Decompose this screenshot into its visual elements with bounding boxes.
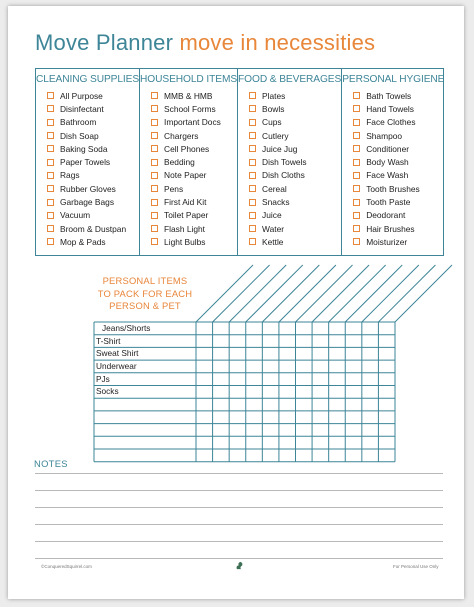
- checklist-item-label: Cutlery: [262, 130, 289, 141]
- packing-row-label: Socks: [96, 386, 119, 397]
- checklist-item-label: Vacuum: [60, 210, 91, 221]
- packing-title-line: PERSONAL ITEMS: [102, 275, 188, 286]
- checklist-item-label: School Forms: [164, 103, 216, 114]
- checklist-item-label: Dish Towels: [262, 157, 307, 168]
- grid-header-slant-line: [262, 265, 319, 322]
- squirrel-icon: [235, 561, 244, 570]
- notes-line[interactable]: [35, 558, 443, 559]
- footer-usage-note: For Personal Use Only: [393, 564, 439, 569]
- checklist-item-label: Rubber Gloves: [60, 183, 116, 194]
- checklist-item-label: Water: [262, 223, 285, 234]
- checklist-item-label: Baking Soda: [60, 143, 108, 154]
- checklist-item-label: Flash Light: [164, 223, 206, 234]
- checklist-column-heading: CLEANING SUPPLIES: [36, 74, 140, 85]
- checklist-item-label: Dish Cloths: [262, 170, 305, 181]
- packing-row-labels: [94, 322, 196, 462]
- checklist-item-label: Toilet Paper: [164, 210, 209, 221]
- grid-header-slant-line: [312, 265, 369, 322]
- checklist-item-label: Hand Towels: [366, 103, 414, 114]
- checklist-item-label: Cell Phones: [164, 143, 210, 154]
- title-sub: move in necessities: [179, 30, 376, 55]
- checklist-item-label: Cereal: [262, 183, 287, 194]
- checklist-item-label: Bathroom: [60, 117, 97, 128]
- checklist-item-label: All Purpose: [60, 90, 103, 101]
- checklist-item-label: Mop & Pads: [60, 236, 106, 247]
- checklist-item-label: Note Paper: [164, 170, 207, 181]
- checklist-item-label: Conditioner: [366, 143, 410, 154]
- checklist-item-label: Pens: [164, 183, 184, 194]
- checklist-item-label: Hair Brushes: [366, 223, 415, 234]
- checklist-item-label: Face Wash: [366, 170, 409, 181]
- title-main: Move Planner: [35, 30, 174, 55]
- checklist-item-label: Light Bulbs: [164, 236, 206, 247]
- checklist-item-label: Shampoo: [366, 130, 403, 141]
- grid-header-slant-line: [378, 265, 435, 322]
- checklist-column-heading: HOUSEHOLD ITEMS: [140, 74, 238, 85]
- checklist-item-label: Bath Towels: [366, 90, 412, 101]
- checklist-item-label: Rags: [60, 170, 80, 181]
- grid-header-slant-line: [329, 265, 386, 322]
- notes-label: NOTES: [34, 458, 68, 469]
- notes-line[interactable]: [35, 507, 443, 508]
- packing-row-label: T-Shirt: [96, 335, 121, 346]
- grid-header-slant-line: [395, 265, 452, 322]
- grid-header-slant-line: [196, 265, 253, 322]
- planner-page: [8, 6, 464, 599]
- grid-header-slant-line: [345, 265, 402, 322]
- checklist-item-label: First Aid Kit: [164, 197, 207, 208]
- grid-header-slant-line: [296, 265, 353, 322]
- grid-header-slant-line: [246, 265, 303, 322]
- packing-grid: [8, 6, 464, 599]
- packing-row-label: [94, 436, 196, 449]
- checklist-item-label: Bedding: [164, 157, 195, 168]
- grid-header-slant-line: [362, 265, 419, 322]
- packing-row-label: Underwear: [96, 361, 137, 372]
- checklist-item-label: Tooth Paste: [366, 197, 411, 208]
- checklist-item-label: Snacks: [262, 197, 290, 208]
- checklist-item-label: Plates: [262, 90, 286, 101]
- checklist-item-label: Body Wash: [366, 157, 409, 168]
- packing-row-label: [94, 398, 196, 411]
- footer-copyright: ©ConqueredSquirrel.com: [41, 564, 92, 569]
- checklist-item-label: Chargers: [164, 130, 199, 141]
- checklist-item-label: Face Clothes: [366, 117, 416, 128]
- packing-row-label: [94, 449, 196, 462]
- checklist-column-heading: PERSONAL HYGIENE: [342, 74, 445, 85]
- checklist-item-label: Paper Towels: [60, 157, 111, 168]
- notes-line[interactable]: [35, 473, 443, 474]
- checklist-item-label: Garbage Bags: [60, 197, 115, 208]
- notes-line[interactable]: [35, 541, 443, 542]
- checklist-item-label: Moisturizer: [366, 236, 408, 247]
- checklist-item-label: Tooth Brushes: [366, 183, 420, 194]
- grid-header-slant-line: [229, 265, 286, 322]
- checklist-item-label: MMB & HMB: [164, 90, 213, 101]
- checklist-item-label: Kettle: [262, 236, 284, 247]
- checklist-column-heading: FOOD & BEVERAGES: [238, 74, 342, 85]
- packing-title-line: PERSON & PET: [109, 300, 181, 311]
- checklist-item-label: Deodorant: [366, 210, 406, 221]
- checklist-item-label: Disinfectant: [60, 103, 104, 114]
- packing-title-line: TO PACK FOR EACH: [97, 287, 193, 299]
- checklist-item-label: Important Docs: [164, 117, 221, 128]
- packing-row-label: [94, 424, 196, 437]
- checklist-item-label: Cups: [262, 117, 282, 128]
- packing-row-label: PJs: [96, 373, 110, 384]
- grid-header-slant-line: [213, 265, 270, 322]
- packing-row-label: [94, 411, 196, 424]
- checklist-item-label: Juice Jug: [262, 143, 298, 154]
- checklist-item-label: Juice: [262, 210, 282, 221]
- packing-row-label: Sweat Shirt: [96, 348, 139, 359]
- checklist-item-label: Broom & Dustpan: [60, 223, 127, 234]
- grid-header-slant-line: [279, 265, 336, 322]
- checklist-item-label: Bowls: [262, 103, 285, 114]
- notes-line[interactable]: [35, 524, 443, 525]
- packing-row-label: Jeans/Shorts: [102, 323, 151, 333]
- checklist-item-label: Dish Soap: [60, 130, 99, 141]
- notes-line[interactable]: [35, 490, 443, 491]
